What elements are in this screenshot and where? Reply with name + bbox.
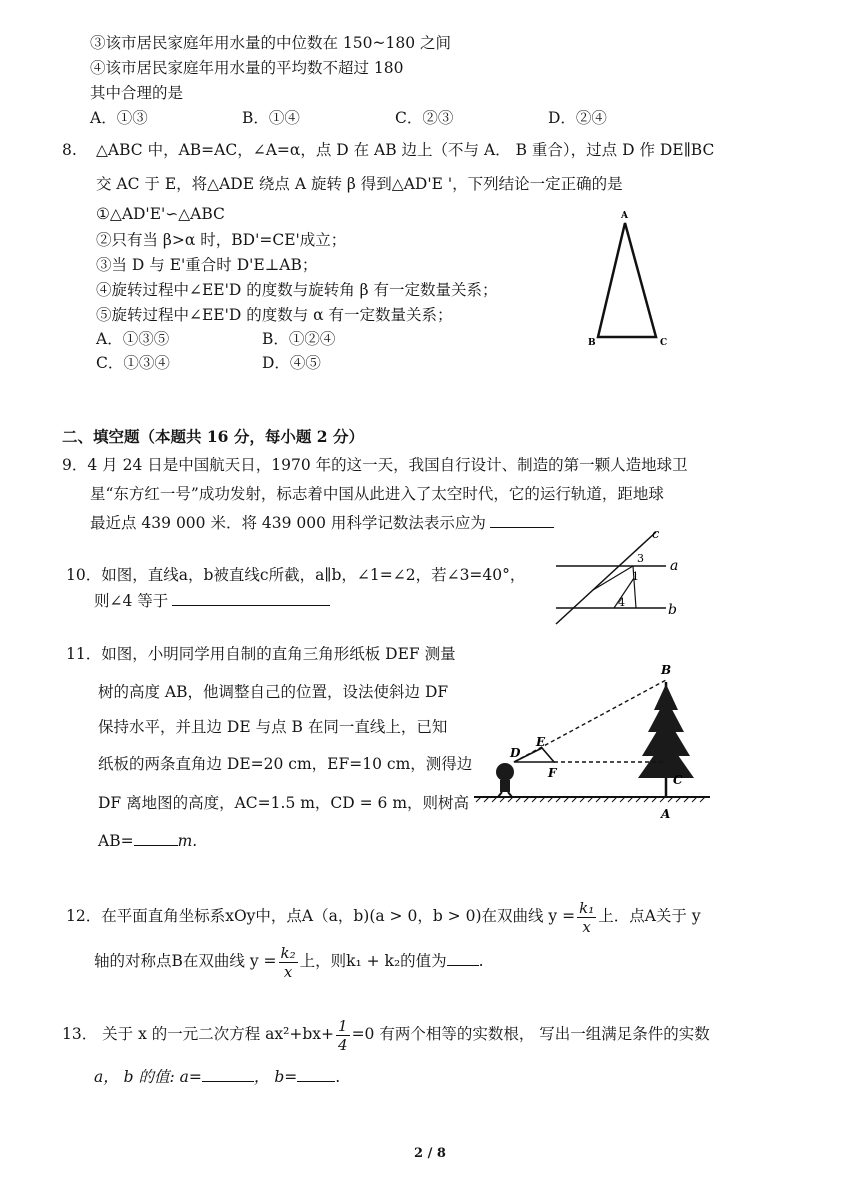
q13-line2-end: .: [335, 1068, 341, 1086]
q12-frac2: $\frac{\text{k₂}}{x}$: [280, 943, 296, 981]
line-c: [556, 532, 656, 624]
q9-line1: 9．4 月 24 日是中国航天日，1970 年的这一天，我国自行设计、制造的第一颗人造地球卫: [62, 456, 688, 474]
q7-item3: ③该市居民家庭年用水量的中位数在 150~180 之间: [90, 34, 452, 52]
q12-answer-blank[interactable]: [447, 951, 479, 966]
label-b: b: [668, 602, 677, 618]
q7-option-a: A．①③: [90, 109, 148, 127]
label-d: D: [510, 746, 521, 760]
q11-line1: 11．如图，小明同学用自制的直角三角形纸板 DEF 测量: [66, 645, 456, 663]
q8-statement-5: ⑤旋转过程中∠EE'D 的度数与 α 有一定数量关系；: [96, 306, 453, 324]
q8-statement-3: ③当 D 与 E'重合时 D'E⊥AB；: [96, 256, 318, 274]
triangle-abc: [598, 223, 656, 337]
q8-number: 8.: [62, 141, 77, 159]
q8-triangle-figure: [580, 205, 690, 355]
label-a: A: [661, 807, 671, 821]
label-a: a: [670, 558, 679, 574]
sight-line-db: [514, 680, 666, 762]
q13-line2-b: ， b=: [253, 1068, 298, 1086]
angle-3: 3: [637, 552, 644, 565]
q7-item4: ④该市居民家庭年用水量的平均数不超过 180: [90, 59, 404, 77]
person-icon: [496, 763, 514, 797]
section-title: 二、填空题（本题共 16 分，每小题 2 分）: [62, 427, 364, 446]
q11-line6-wrap: [98, 830, 197, 852]
q8-option-d: D．④⑤: [262, 354, 321, 372]
transversal-segment: [593, 566, 633, 590]
q9-line2: 星“东方红一号”成功发射，标志着中国从此进入了太空时代，它的运行轨道，距地球: [90, 485, 664, 503]
q11-line3: 保持水平，并且边 DE 与点 B 在同一直线上，已知: [98, 718, 448, 736]
page-number: 2 / 8: [414, 1146, 446, 1161]
label-b: B: [661, 663, 672, 677]
q11-line4: 纸板的两条直角边 DE=20 cm，EF=10 cm，测得边: [98, 755, 473, 773]
q7-prompt: 其中合理的是: [90, 84, 184, 102]
q12-line2-end: .: [478, 952, 484, 970]
q9-line3-wrap: [90, 512, 554, 534]
q10-answer-blank[interactable]: [172, 591, 330, 606]
q8-option-a: A．①③⑤: [96, 330, 170, 348]
q12-line1-a: 12．在平面直角坐标系xOy中，点A（a，b)(a > 0，b > 0)在双曲线 y =: [66, 907, 576, 925]
q11-answer-blank[interactable]: [134, 831, 178, 846]
q12-line1-wrap: [66, 896, 701, 936]
q8-statement-4: ④旋转过程中∠EE'D 的度数与旋转角 β 有一定数量关系；: [96, 281, 498, 299]
q13-line1-a: 13． 关于 x 的一元二次方程 ax²+bx+: [62, 1025, 335, 1043]
angle-4: 4: [618, 596, 625, 609]
q7-option-d: D．②④: [548, 109, 607, 127]
q7-option-b: B．①④: [242, 109, 300, 127]
q11-line6-prefix: AB=: [98, 832, 134, 850]
label-a: A: [621, 211, 628, 221]
q12-line2-a: 轴的对称点B在双曲线 y =: [94, 952, 277, 970]
q8-statement-2: ②只有当 β>α 时，BD'=CE'成立；: [96, 231, 347, 249]
q10-line2-wrap: [94, 590, 330, 612]
q11-tree-figure: [470, 660, 720, 830]
q8-stem-line1: △ABC 中，AB=AC，∠A=α，点 D 在 AB 边上（不与 A． B 重合），过点 D 作 DE∥BC: [96, 141, 715, 159]
label-c: c: [652, 528, 660, 542]
q10-line2: 则∠4 等于: [94, 592, 169, 610]
q10-line1: 10．如图，直线a，b被直线c所截，a∥b，∠1=∠2，若∠3=40°，: [66, 566, 526, 584]
q8-stem-line2: 交 AC 于 E，将△ADE 绕点 A 旋转 β 得到△AD'E '，下列结论一定正确的是: [96, 175, 623, 193]
q12-frac1: $\frac{\text{k₁}}{x}$: [579, 898, 595, 936]
tree-icon: [638, 682, 694, 797]
label-c: C: [673, 773, 683, 787]
q13-line2-wrap: [94, 1066, 340, 1088]
q10-parallel-lines-figure: [548, 528, 698, 628]
q12-line2-b: 上，则k₁ + k₂的值为: [299, 952, 447, 970]
q8-statement-1: ①△AD'E'∽△ABC: [96, 205, 225, 223]
q7-option-c: C．②③: [395, 109, 454, 127]
q11-line2: 树的高度 AB，他调整自己的位置，设法使斜边 DF: [98, 683, 449, 701]
q12-line1-b: 上．点A关于 y: [598, 907, 701, 925]
q9-answer-blank[interactable]: [490, 513, 554, 528]
q13-frac: $\frac{1}{4}$: [338, 1016, 348, 1054]
q11-line6-suffix: m.: [177, 832, 198, 850]
q8-option-c: C．①③④: [96, 354, 170, 372]
q8-option-b: B．①②④: [262, 330, 336, 348]
label-b: B: [588, 338, 596, 348]
q13-answer-a-blank[interactable]: [202, 1067, 254, 1082]
q9-line3: 最近点 439 000 米．将 439 000 用科学记数法表示应为: [90, 514, 486, 532]
q13-line2-a: a， b 的值: a=: [94, 1068, 202, 1086]
q11-line5: DF 离地图的高度，AC=1.5 m，CD = 6 m，则树高: [98, 794, 470, 812]
angle-1: 1: [632, 570, 639, 583]
q13-line1-b: =0 有两个相等的实数根， 写出一组满足条件的实数: [351, 1025, 710, 1043]
label-e: E: [536, 735, 546, 749]
q13-line1-wrap: [62, 1014, 710, 1054]
label-c: C: [660, 338, 668, 348]
q12-line2-wrap: [94, 941, 484, 981]
label-f: F: [548, 766, 557, 780]
q13-answer-b-blank[interactable]: [297, 1067, 335, 1082]
